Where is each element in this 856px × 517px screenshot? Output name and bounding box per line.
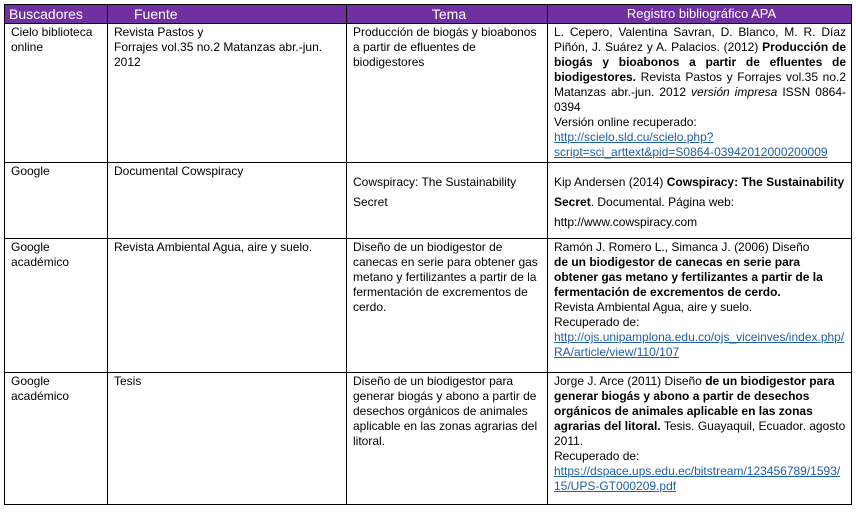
buscador-text: Google académico	[11, 374, 70, 403]
header-buscadores: Buscadores	[5, 5, 108, 24]
ref-block	[554, 164, 846, 232]
cell-buscador	[5, 239, 108, 373]
ref-authors: Jorge J. Arce (2011) Diseño	[554, 374, 702, 388]
cell-fuente	[108, 373, 347, 505]
table-row	[5, 24, 852, 163]
ref-recovered-label: Recuperado de:	[554, 449, 640, 463]
ref-authors: Kip Andersen (2014)	[554, 175, 667, 189]
cell-registro	[548, 24, 852, 163]
buscador-text: Google	[11, 164, 50, 178]
tema-text: Producción de biogás y bioabonos a partir de efluentes de biodigestores	[353, 25, 537, 69]
fuente-text: Documental Cowspiracy	[114, 164, 244, 178]
cell-buscador	[5, 24, 108, 163]
cell-fuente	[108, 24, 347, 163]
cell-buscador	[5, 163, 108, 239]
fuente-line1: Revista Pastos y	[114, 25, 204, 39]
cell-tema	[347, 373, 548, 505]
table-row	[5, 163, 852, 239]
table-row	[5, 239, 852, 373]
fuente-text: Tesis	[114, 374, 142, 388]
header-registro: Registro bibliográfico APA	[548, 5, 852, 24]
ref-title: de un biodigestor para generar biogás y abono a partir de desechos orgánicos de animales aplicable en las zonas agrarias del litoral.	[554, 374, 835, 433]
fuente-text: Revista Ambiental Agua, aire y suelo.	[114, 240, 313, 254]
cell-tema	[347, 239, 548, 373]
ref-online-label: Versión online recuperado:	[554, 115, 697, 129]
cell-tema	[347, 24, 548, 163]
cell-registro	[548, 239, 852, 373]
fuente-line2: Forrajes vol.35 no.2 Matanzas abr.-jun. 2012	[114, 40, 323, 69]
ref-issn: ISSN 0864-0394	[554, 85, 847, 114]
bibliography-table	[4, 4, 852, 505]
ref-recovered-label: Recuperado de:	[554, 315, 640, 329]
buscador-text: Cielo biblioteca online	[11, 25, 93, 54]
ref-link[interactable]: http://scielo.sld.cu/scielo.php?script=sci_arttext&pid=S0864-03942012000200009	[554, 130, 828, 159]
tema-text: Diseño de un biodigestor para generar biogás y abono a partir de desechos orgánicos de animales aplicable en las zonas agrarias del litoral.	[353, 374, 538, 448]
ref-authors: Ramón J. Romero L., Simanca J. (2006) Diseño	[554, 240, 810, 254]
cell-buscador	[5, 373, 108, 505]
ref-link[interactable]: http://ojs.unipamplona.edu.co/ojs_viceinves/index.php/RA/article/view/110/107	[554, 330, 845, 359]
cell-tema	[347, 163, 548, 239]
buscador-text: Google académico	[11, 240, 70, 269]
cell-registro	[548, 163, 852, 239]
ref-rest: . Documental. Página web: http://www.cowspiracy.com	[554, 195, 735, 229]
table-header-row	[5, 5, 852, 24]
cell-fuente	[108, 163, 347, 239]
ref-authors: L. Cepero, Valentina Savran, D. Blanco, M. R. Díaz Piñón, J. Suárez y A. Palacios. (2012)	[554, 25, 846, 54]
ref-link[interactable]: https://dspace.ups.edu.ec/bitstream/123456789/1593/15/UPS-GT000209.pdf	[554, 464, 841, 493]
ref-journal: Revista Pastos y Forrajes vol.35 no.2 Matanzas abr.-jun. 2012	[554, 70, 846, 99]
ref-title: de un biodigestor de canecas en serie para obtener gas metano y fertilizantes a partir de la fermentación de excrementos de cerdo.	[554, 255, 823, 299]
header-fuente: Fuente	[108, 5, 347, 24]
tema-text: Cowspiracy: The Sustainability Secret	[353, 175, 517, 209]
header-tema: Tema	[347, 5, 548, 24]
ref-rest: Tesis. Guayaquil, Ecuador. agosto 2011.	[554, 419, 846, 448]
ref-journal: Revista Ambiental Agua, aire y suelo.	[554, 300, 753, 314]
table-row	[5, 373, 852, 505]
ref-version: versión impresa	[691, 85, 778, 99]
cell-registro	[548, 373, 852, 505]
ref-title: Cowspiracy: The Sustainability Secret	[554, 175, 845, 209]
cell-fuente	[108, 239, 347, 373]
ref-title: Producción de biogás y bioabonos a partir de efluentes de biodigestores.	[554, 40, 846, 84]
tema-text: Diseño de un biodigestor de canecas en serie para obtener gas metano y fertilizantes a partir de la fermentación de excrementos de cerdo.	[353, 240, 538, 314]
